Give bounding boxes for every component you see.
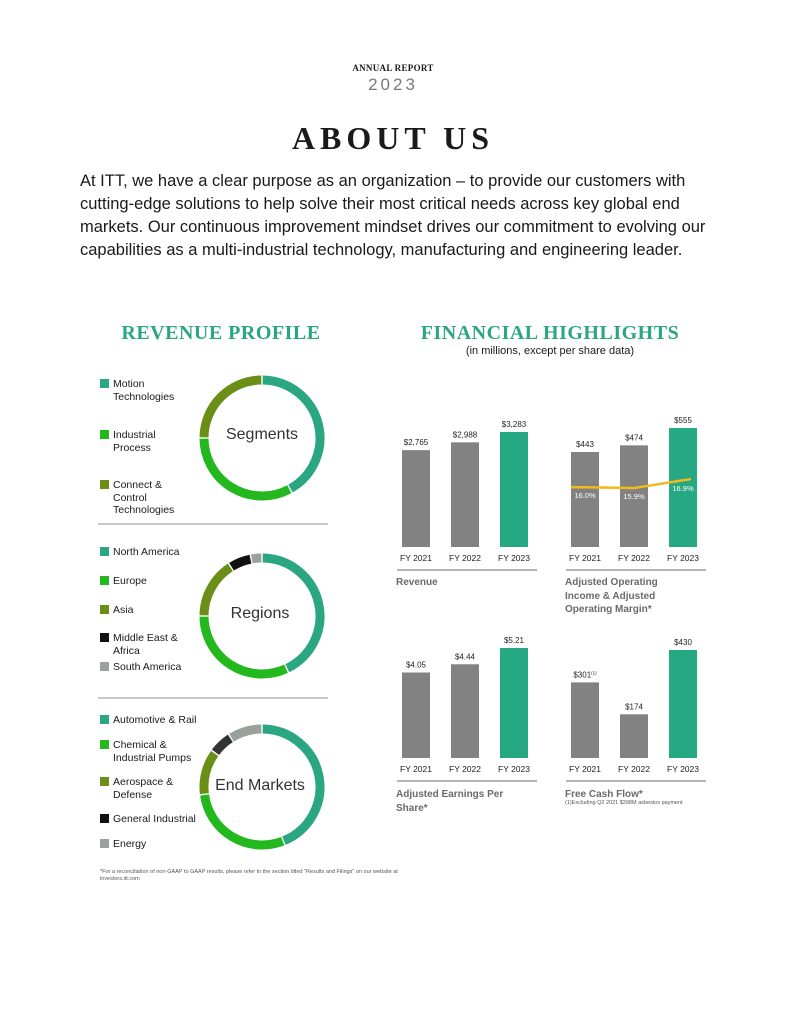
- x-tick-label: FY 2021: [569, 553, 601, 563]
- operating-income-bar-chart: [561, 410, 711, 575]
- legend-swatch: [100, 740, 109, 749]
- intro-paragraph: At ITT, we have a clear purpose as an organization – to provide our customers with cutting-edge solutions to help solve their most critical needs across key global end markets. Our continuous improvement mindset drives our commitment to evolving our capabilities as a multi-industrial technology, manufacturing and engineering leader.: [80, 172, 706, 259]
- legend-swatch: [100, 777, 109, 786]
- legend-swatch: [100, 576, 109, 585]
- margin-label: 15.9%: [623, 492, 645, 501]
- x-tick-label: FY 2021: [400, 764, 432, 774]
- free-cash-flow-note: (1)Excluding Q2 2021 $398M asbestos payment: [565, 800, 683, 806]
- revenue-bar-chart: [392, 410, 542, 575]
- legend-label: Chemical & Industrial Pumps: [113, 739, 192, 764]
- free-cash-flow-caption: Free Cash Flow*: [565, 789, 643, 800]
- revenue-profile-title: REVENUE PROFILE: [121, 322, 321, 344]
- legend-swatch: [100, 662, 109, 671]
- legend-label: Middle East & Africa: [113, 632, 178, 657]
- footnote: *For a reconciliation of non-GAAP to GAAP results, please refer to the section titled "Results and Filings" on our website at investors.itt.com: [100, 869, 398, 882]
- financial-highlights-title: FINANCIAL HIGHLIGHTS: [420, 322, 680, 344]
- bar-value-label: $474: [625, 433, 643, 443]
- donut-slice: [204, 617, 286, 674]
- legend-label: Automotive & Rail: [113, 714, 197, 726]
- x-tick-label: FY 2022: [618, 764, 650, 774]
- bar-value-label: $5.21: [503, 636, 525, 645]
- donut-slice: [215, 738, 230, 752]
- end-markets-donut-label: End Markets: [215, 777, 305, 794]
- bar-value-label: $555: [674, 416, 692, 425]
- eps-bar-chart: [392, 630, 542, 785]
- report-label: ANNUAL REPORT: [352, 63, 434, 73]
- legend-swatch: [100, 605, 109, 614]
- legend-swatch: [100, 430, 109, 439]
- financial-highlights-subtitle: (in millions, except per share data): [465, 345, 635, 357]
- bar: [620, 714, 648, 758]
- eps-bars: [397, 636, 537, 781]
- x-tick-label: FY 2023: [498, 553, 530, 563]
- donut-slice: [205, 795, 283, 845]
- x-tick-label: FY 2022: [449, 553, 481, 563]
- x-tick-label: FY 2021: [569, 764, 601, 774]
- legend-label: Asia: [113, 604, 134, 616]
- margin-label: 16.9%: [672, 484, 694, 493]
- donut-slice: [252, 558, 261, 559]
- legend-label: Aerospace & Defense: [113, 776, 174, 801]
- operating-income-bars: [566, 416, 706, 570]
- revenue-bars: [397, 420, 537, 570]
- legend-swatch: [100, 814, 109, 823]
- revenue-caption: Revenue: [396, 577, 438, 588]
- bar-value-label: $430: [674, 638, 692, 647]
- legend-label: Europe: [113, 575, 147, 587]
- page-title: ABOUT US: [291, 120, 495, 156]
- x-tick-label: FY 2023: [498, 764, 530, 774]
- bar: [451, 442, 479, 547]
- legend-label: Energy: [113, 838, 147, 850]
- free-cash-flow-bar-chart: [561, 630, 711, 785]
- segments-donut-label: Segments: [225, 426, 299, 443]
- bar-value-label: $2,988: [452, 430, 478, 440]
- bar-value-label: $443: [576, 440, 594, 450]
- x-tick-label: FY 2022: [618, 553, 650, 563]
- donut-slice: [232, 729, 262, 738]
- legend-label: Motion Technologies: [113, 378, 175, 403]
- legend-swatch: [100, 839, 109, 848]
- bar: [500, 432, 528, 547]
- bar-value-label: $2,765: [403, 438, 429, 448]
- legend-swatch: [100, 480, 109, 489]
- legend-swatch: [100, 547, 109, 556]
- divider: [98, 523, 328, 525]
- free-cash-flow-bars: [566, 638, 706, 781]
- legend-swatch: [100, 715, 109, 724]
- donut-slice: [204, 439, 289, 496]
- legend-label: South America: [113, 661, 182, 673]
- x-tick-label: FY 2023: [667, 764, 699, 774]
- x-tick-label: FY 2023: [667, 553, 699, 563]
- eps-caption: Adjusted Earnings Per Share*: [396, 789, 504, 814]
- x-tick-label: FY 2021: [400, 553, 432, 563]
- bar-value-label: $4.44: [454, 652, 476, 662]
- bar-value-label: $174: [625, 702, 643, 712]
- report-year: 2023: [368, 75, 418, 94]
- bar-value-label: $301$^{(1)}$: [573, 670, 597, 680]
- bar: [451, 664, 479, 758]
- bar-value-label: $3,283: [501, 420, 527, 429]
- legend-label: General Industrial: [113, 813, 196, 825]
- legend-swatch: [100, 633, 109, 642]
- regions-donut-label: Regions: [230, 605, 290, 622]
- divider: [98, 697, 328, 699]
- bar-value-label: $4.05: [405, 660, 427, 670]
- x-tick-label: FY 2022: [449, 764, 481, 774]
- operating-income-caption: Adjusted Operating Income & Adjusted Operating Margin*: [565, 577, 658, 615]
- bar: [669, 650, 697, 758]
- bar: [571, 682, 599, 758]
- legend-label: Connect & Control Technologies: [113, 479, 175, 516]
- bar: [402, 450, 430, 547]
- legend-swatch: [100, 379, 109, 388]
- legend-label: North America: [113, 546, 180, 558]
- donut-slice: [232, 559, 251, 566]
- bar: [402, 672, 430, 758]
- bar: [500, 648, 528, 758]
- legend-label: Industrial Process: [113, 429, 156, 454]
- margin-label: 16.0%: [574, 491, 596, 501]
